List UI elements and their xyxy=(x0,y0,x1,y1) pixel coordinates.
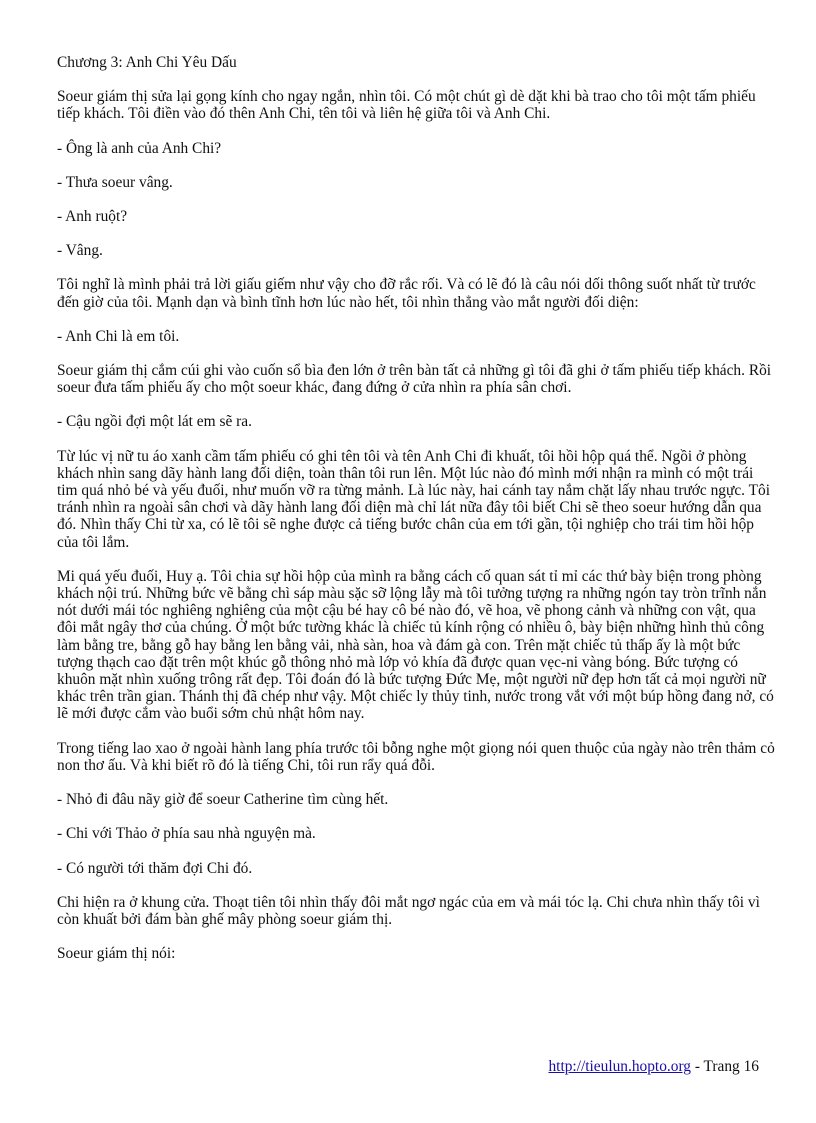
paragraph: Soeur giám thị cắm cúi ghi vào cuốn sổ bìa đen lớn ở trên bàn tất cả những gì tôi đã ghi ở tấm phiếu tiếp khách. Rồi soeur đưa tấm phiếu ấy cho một soeur khác, đang đứng ở cửa nhìn ra phía sân chơi. xyxy=(57,362,772,397)
paragraph: Từ lúc vị nữ tu áo xanh cầm tấm phiếu có ghi tên tôi và tên Anh Chi đi khuất, tôi hồi hộp quá thể. Ngồi ở phòng khách nhìn sang dãy hành lang đối diện, toàn thân tôi run lên. Một lúc nào đó mình mới nhận ra mình có một trái tim quá nhỏ bé và yếu đuối, như muốn vỡ ra từng mảnh. Là lúc này, hai cánh tay nắm chặt lấy nhau trước ngực. Tôi tránh nhìn ra ngoài sân chơi và dãy hành lang đối diện mà chỉ lát nữa đây tôi biết Chi sẽ theo soeur hướng dẫn qua đó. Nhìn thấy Chi từ xa, có lẽ tôi sẽ nghe được cả tiếng bước chân của em tới gần, tội nghiệp cho trái tim hồi hộp của tôi lắm. xyxy=(57,447,770,551)
dialogue-line: - Chi với Thảo ở phía sau nhà nguyện mà. xyxy=(57,825,316,843)
paragraph: Soeur giám thị sửa lại gọng kính cho ngay ngắn, nhìn tôi. Có một chút gì dè dặt khi bà trao cho tôi một tấm phiếu tiếp khách. Tôi điền vào đó thên Anh Chi, tên tôi và liên hệ giữa tôi và Anh Chi. xyxy=(57,88,756,123)
page-footer xyxy=(548,1058,759,1075)
dialogue-line: - Cậu ngồi đợi một lát em sẽ ra. xyxy=(57,413,252,431)
dialogue-line: - Nhỏ đi đâu nãy giờ để soeur Catherine tìm cùng hết. xyxy=(57,791,389,809)
dialogue-line: - Ông là anh của Anh Chi? xyxy=(57,139,222,157)
paragraph: Chi hiện ra ở khung cửa. Thoạt tiên tôi nhìn thấy đôi mắt ngơ ngác của em và mái tóc lạ. Chi chưa nhìn thấy tôi vì còn khuất bởi đám bàn ghế mây phòng soeur giám thị. xyxy=(57,893,760,928)
document-page xyxy=(57,54,777,979)
paragraph: Trong tiếng lao xao ở ngoài hành lang phía trước tôi bỗng nghe một giọng nói quen thuộc của ngày nào trên thảm cỏ non thơ ấu. Và khi biết rõ đó là tiếng Chi, tôi run rẩy quá đỗi. xyxy=(57,739,775,774)
paragraph: Soeur giám thị nói: xyxy=(57,945,176,963)
page-number: - Trang 16 xyxy=(691,1058,759,1075)
dialogue-line: - Có người tới thăm đợi Chi đó. xyxy=(57,859,253,877)
source-link[interactable]: http://tieulun.hopto.org xyxy=(548,1058,691,1075)
chapter-title: Chương 3: Anh Chi Yêu Dấu xyxy=(57,54,237,71)
paragraph: Tôi nghĩ là mình phải trả lời giấu giếm như vậy cho đỡ rắc rối. Và có lẽ đó là câu nói dối thông suốt nhất từ trước đến giờ của tôi. Mạnh dạn và bình tĩnh hơn lúc nào hết, tôi nhìn thẳng vào mắt người đối diện: xyxy=(57,276,756,311)
dialogue-line: - Vâng. xyxy=(57,242,103,260)
dialogue-line: - Thưa soeur vâng. xyxy=(57,173,173,191)
dialogue-line: - Anh Chi là em tôi. xyxy=(57,327,180,345)
dialogue-line: - Anh ruột? xyxy=(57,208,128,226)
paragraph: Mi quá yếu đuối, Huy ạ. Tôi chia sự hồi hộp của mình ra bằng cách cố quan sát tỉ mỉ các thứ bày biện trong phòng khách nội trú. Những bức vẽ bằng chì sáp màu sặc sỡ lộng lẫy mà tôi tưởng tượng ra những ngón tay tròn trĩnh nắn nót dưới mái tóc nghiêng nghiêng của một cậu bé hay cô bé nào đó, vẽ hoa, vẽ phong cảnh và những con vật, qua đôi mắt ngây thơ của chúng. Ở một bức tường khác là chiếc tủ kính rộng có nhiều ô, bày biện những hình thủ công làm bằng tre, bằng gỗ hay bằng len bằng vải, nhà sàn, hoa và đám gà con. Trên mặt chiếc tủ thấp ấy là một bức tượng thạch cao đặt trên một khúc gỗ thông nhỏ mà lớp vỏ khía đã được quan vẹc-ni vàng bóng. Bức tượng có khuôn mặt nhìn xuống trông rất đẹp. Tôi đoán đó là bức tượng Đức Mẹ, một người nữ đẹp hơn tất cả mọi người nữ khác trên trần gian. Thánh thị đã chép như vậy. Một chiếc ly thủy tinh, nước trong vắt với một búp hồng đang nở, có lẽ mới được cắm vào buổi sớm chủ nhật hôm nay. xyxy=(57,567,774,723)
